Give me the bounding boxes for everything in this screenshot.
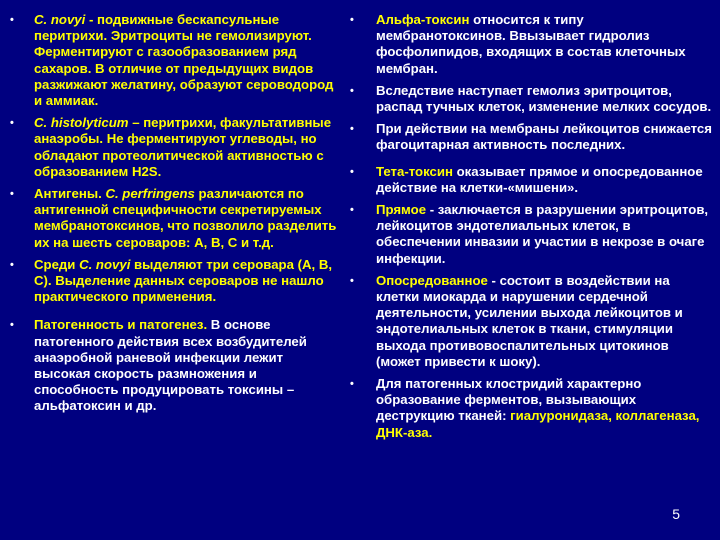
species-name: C. novyi: [34, 12, 86, 27]
item-text: Вследствие наступает гемолиз эритроцитов, распад тучных клеток, изменение мелких сосудов.: [376, 82, 712, 115]
item-heading: Антигены.: [34, 186, 106, 202]
list-item: [350, 121, 712, 153]
bullet-icon: •: [10, 117, 14, 130]
right-column: [350, 12, 712, 447]
bullet-icon: •: [350, 14, 354, 26]
species-name: C. novyi: [79, 256, 131, 272]
item-heading: Прямое: [376, 202, 427, 218]
bullet-icon: •: [350, 204, 354, 217]
list-item: [10, 257, 340, 306]
item-text: Для патогенных клостридий характерно образование ферментов, вызывающих деструкцию тканей:: [376, 376, 642, 424]
list-item: [10, 186, 340, 251]
item-text: При действии на мембраны лейкоцитов снижается фагоцитарная активность последних.: [376, 121, 712, 153]
item-text: относится к типу мембранотоксинов. Ввызывает гидролиз фосфолипидов, входящих в состав клеточных мембран.: [376, 12, 686, 76]
item-text: Среди: [34, 256, 80, 272]
list-item: [350, 376, 712, 441]
bullet-icon: •: [350, 274, 354, 287]
page-number: 5: [672, 506, 680, 522]
list-item: [350, 164, 712, 196]
bullet-icon: •: [10, 319, 14, 332]
item-heading: Опосредованное: [376, 272, 488, 288]
list-item: [350, 202, 712, 267]
left-bullet-list: [10, 12, 340, 415]
item-text: - состоит в воздействии на клетки миокарда и нарушении сердечной деятельности, усилении выхода лейкоцитов и эндотелиальных клеток в ткани, стимуляции выхода противовоспалительных цитокинов (может привести к шоку).: [376, 272, 683, 369]
bullet-icon: •: [10, 14, 14, 26]
item-text: – перитрихи, факультативные анаэробы. Не ферментируют углеводы, но обладают протеолитической активностью с образованием H2S.: [34, 115, 332, 179]
item-text: различаются по антигенной специфичности секретируемых мембранотоксинов, что позволило разделить их на шесть сероваров: А, В, С и т.д.: [34, 186, 337, 250]
item-heading: Патогенность и патогенез.: [34, 317, 208, 333]
item-text: - заключается в разрушении эритроцитов, лейкоцитов эндотелиальных клеток, в обеспечении инвазии и участии в некрозе в очаге инфекции.: [376, 202, 709, 266]
left-column: [10, 12, 340, 421]
list-item: [350, 12, 712, 77]
bullet-icon: •: [10, 258, 14, 271]
list-item: [10, 115, 340, 180]
bullet-icon: •: [350, 165, 354, 178]
item-text: выделяют три серовара (А, В, С). Выделение данных сероваров не нашло практического применения.: [34, 256, 333, 305]
item-text: оказывает прямое и опосредованное действие на клетки-«мишени».: [376, 163, 703, 195]
species-name: C. histolyticum: [34, 115, 129, 131]
bullet-icon: •: [350, 84, 354, 97]
list-item: [350, 83, 712, 115]
bullet-icon: •: [10, 188, 14, 201]
bullet-icon: •: [350, 378, 354, 391]
right-bullet-list: [350, 12, 712, 441]
item-text: В основе патогенного действия всех возбудителей анаэробной раневой инфекции лежит высокая скорость размножения и способность продуцировать токсины – альфатоксин и др.: [34, 317, 307, 414]
list-item: [10, 317, 340, 414]
item-text: - подвижные бескапсульные перитрихи. Эритроциты не гемолизируют. Ферментируют с газообразованием ряд сахаров. В отличие от предыдущих видов разжижают желатину, образуют сероводород и аммиак.: [34, 12, 334, 109]
enzyme-list: гиалуронидаза, коллагеназа, ДНК-аза.: [376, 408, 700, 440]
item-heading: Альфа-токсин: [376, 12, 470, 27]
species-name: C. perfringens: [105, 186, 195, 202]
item-heading: Тета-токсин: [376, 163, 453, 179]
bullet-icon: •: [350, 123, 354, 136]
list-item: [10, 12, 340, 109]
list-item: [350, 273, 712, 370]
